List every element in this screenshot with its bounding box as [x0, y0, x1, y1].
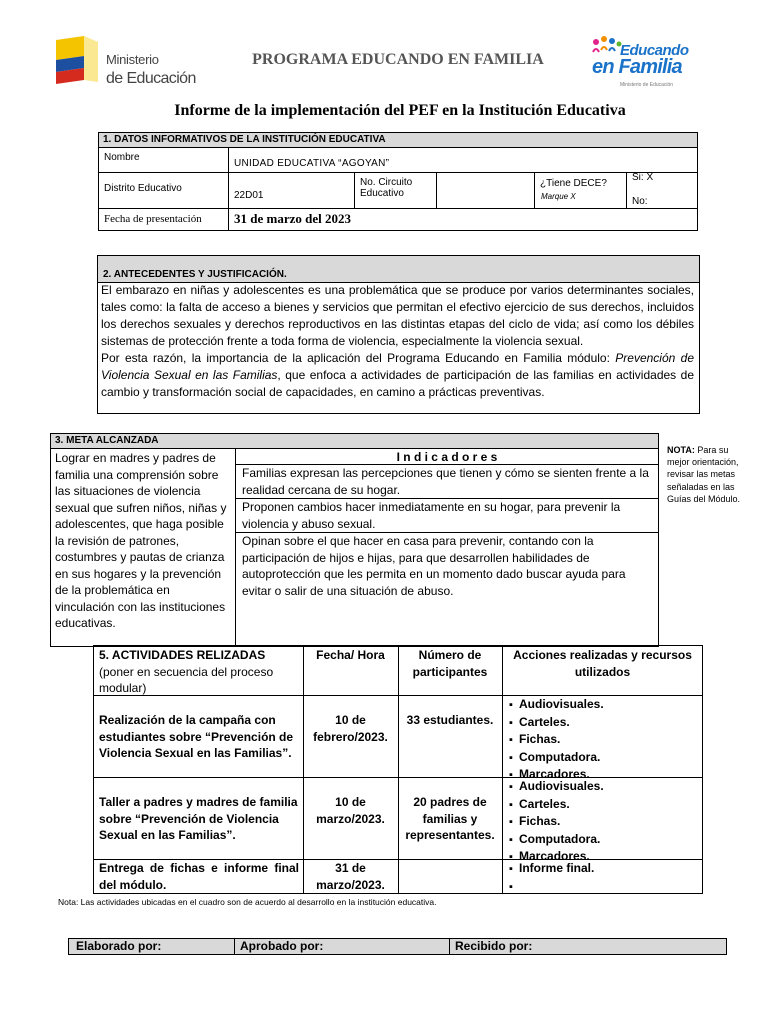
meta-text: Lograr en madres y padres de familia una comprensión sobre las situaciones de violencia sexual que sufren niños, niñas y adolescentes, que haga posible la revisión de patrones, costumbres y pautas de crianza en sus hogares y la prevención de la problemática en vinculación con las instituciones educativas.: [55, 451, 227, 630]
table-row-participants: 20 padres de familias y representantes.: [405, 795, 495, 842]
section2-text: [101, 282, 694, 401]
section1-heading: 1. DATOS INFORMATIVOS DE LA INSTITUCIÓN EDUCATIVA: [103, 134, 386, 145]
indicador-3: Opinan sobre el que hacer en casa para prevenir, contando con la participación de hijos e hijas, para que desarrollen habilidades de autoprotección que les permita en un momento dado buscar ayuda para evitar o salir de una situación de abuso.: [242, 534, 626, 598]
report-title: Informe de la implementación del PEF en la Institución Educativa: [174, 102, 626, 119]
recibido-por-label: Recibido por:: [455, 939, 533, 953]
dece-label: ¿Tiene DECE?: [540, 178, 607, 189]
indicadores-heading: I n d i c a d o r e s: [396, 450, 498, 464]
list-item: ▪ Audiovisuales.: [509, 778, 699, 796]
indicador-2: Proponen cambios hacer inmediatamente en su hogar, para prevenir la violencia y abuso sexual.: [242, 500, 621, 531]
resources-col-header: Acciones realizadas y recursos utilizados: [513, 648, 692, 679]
list-item: ▪ Audiovisuales.: [509, 696, 699, 714]
aprobado-por-label: Aprobado por:: [240, 939, 324, 953]
antecedentes-paragraph: El embarazo en niñas y adolescentes es una problemática que se produce por varios determinantes sociales, tales como: la falta de acceso a bienes y servicios que permitan el efectivo ejercicio de sus derechos, incluidos los derechos sexuales y derechos reproductivos en las distintas etapas del ciclo de vida; así como los débiles sistemas de protección frente a toda forma de violencia, especialmente la violencia sexual.: [101, 283, 694, 348]
table-row-date: 31 de marzo/2023.: [316, 861, 385, 892]
justificacion-paragraph: Por esta razón, la importancia de la aplicación del Programa Educando en Familia módulo: Prevención de Violencia Sexual en las Familias, que enfoca a actividades de participación de las familias en actividades de cambio y transformación social de capacidades, en camino a prácticas preventivas.: [101, 351, 694, 399]
list-item: ▪ Marcadores.: [509, 848, 699, 866]
family-figures-icon: [590, 34, 624, 58]
table-row-resources: [509, 860, 699, 895]
dece-si: Si: X: [632, 172, 654, 183]
distrito-value: 22D01: [234, 190, 264, 201]
logo-text-en-familia: en Familia: [592, 56, 682, 78]
list-item: ▪ Informe final.: [509, 860, 699, 878]
list-item: ▪ Marcadores.: [509, 766, 699, 784]
table-row-activity: Entrega de fichas e informe final del módulo.: [99, 861, 299, 892]
ministerio-line2: de Educación: [106, 70, 196, 87]
ministerio-logo: [54, 30, 204, 90]
table-row-resources: [509, 778, 699, 866]
list-item: ▪ Fichas.: [509, 813, 699, 831]
dece-no: No:: [632, 196, 648, 207]
signature-bar: [68, 938, 727, 955]
nombre-value: UNIDAD EDUCATIVA “AGOYAN”: [234, 158, 390, 169]
list-item: [509, 878, 699, 896]
list-item: ▪ Computadora.: [509, 831, 699, 849]
table-row-activity: Taller a padres y madres de familia sobre “Prevención de Violencia Sexual en las Familias”.: [99, 795, 298, 842]
program-title: PROGRAMA EDUCANDO EN FAMILIA: [252, 51, 544, 68]
activities-note: Nota: Las actividades ubicadas en el cuadro son de acuerdo al desarrollo en la institución educativa.: [58, 897, 437, 907]
table-row-resources: [509, 696, 699, 784]
ministerio-line1: Ministerio: [106, 52, 159, 67]
date-col-header: Fecha/ Hora: [316, 648, 385, 662]
logo-text-ministerio: Ministerio de Educación: [620, 82, 674, 88]
indicador-1: Familias expresan las percepciones que tienen y cómo se sienten frente a la realidad cercana de su hogar.: [242, 466, 649, 497]
table-row-participants: 33 estudiantes.: [406, 713, 494, 727]
list-item: ▪ Fichas.: [509, 731, 699, 749]
table-row-activity: Realización de la campaña con estudiantes sobre “Prevención de Violencia Sexual en las Familias”.: [99, 713, 294, 760]
fecha-value: 31 de marzo del 2023: [234, 211, 351, 226]
section3-note: NOTA: Para su mejor orientación, revisar las metas señaladas en las Guías del Módulo.: [667, 445, 741, 504]
nombre-label: Nombre: [104, 152, 140, 163]
logo-text-educando: Educando: [620, 42, 689, 59]
dece-hint: Marque X: [541, 192, 576, 201]
fecha-label: Fecha de presentación: [104, 213, 202, 225]
section3-heading: 3. META ALCANZADA: [55, 435, 159, 446]
table-row-date: 10 de febrero/2023.: [313, 713, 388, 744]
elaborado-por-label: Elaborado por:: [76, 939, 162, 953]
distrito-label: Distrito Educativo: [104, 183, 182, 194]
activities-col-header: 5. ACTIVIDADES RELIZADAS (poner en secuencia del proceso modular): [99, 648, 274, 695]
participants-col-header: Número de participantes: [412, 648, 488, 679]
section2-heading: 2. ANTECEDENTES Y JUSTIFICACIÓN.: [103, 269, 287, 280]
list-item: ▪ Carteles.: [509, 796, 699, 814]
circuito-label: No. Circuito Educativo: [360, 177, 413, 199]
list-item: ▪ Computadora.: [509, 749, 699, 767]
list-item: ▪ Carteles.: [509, 714, 699, 732]
ecuador-flag-icon: [54, 34, 100, 84]
table-row-date: 10 de marzo/2023.: [316, 795, 385, 826]
educando-en-familia-logo: [584, 34, 704, 94]
